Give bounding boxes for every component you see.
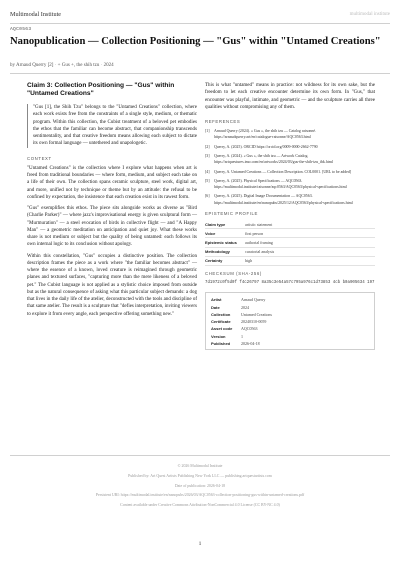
footer-license[interactable]: Content available under Creative Commons Attribution-NonCommercial 4.0 License (CC BY-NC 4.0) <box>120 503 280 508</box>
table-row <box>205 247 375 256</box>
profile-value: high <box>245 256 375 265</box>
table-row <box>211 340 272 347</box>
reference-item[interactable] <box>205 169 375 175</box>
metadata-key: Artist <box>211 297 222 303</box>
checksum-label: CHECKSUM (SHA-256) <box>205 270 262 276</box>
checksum-value: 7d1972c0f5d0f f4c26797 8a35c3e54a57c795a976c1d73853 4cb b0a905634 197 <box>205 280 375 285</box>
metadata-key: Date <box>211 304 220 310</box>
profile-value: curatorial analysis <box>245 247 375 256</box>
table-row <box>211 311 272 318</box>
reference-item[interactable] <box>205 178 375 191</box>
profile-key: Claim type <box>205 220 245 229</box>
metadata-key: Published <box>211 340 231 346</box>
reference-item[interactable] <box>205 193 375 206</box>
byline-separator: · <box>100 63 104 68</box>
table-row <box>205 256 375 265</box>
profile-value: artistic statement <box>245 220 375 229</box>
epistemic-profile-table <box>205 220 375 266</box>
table-row <box>211 296 272 303</box>
header-divider <box>10 73 390 74</box>
byline-separator: · <box>54 63 58 68</box>
metadata-key: Certificate <box>211 319 231 325</box>
footer-copyright: © 2026 Multimodal Institute <box>177 464 223 468</box>
claim-abstract: "Gus [1], the Shih Tzu" belongs to the "Untamed Creations" collection, where each work exists free from the constraints of a single style, medium, or thematic program. Within this collection, the Cubist treatment of a beloved pet embodies the ethos that the familiar can become abstract, that companionship transcends sentimentality, and that creative freedom means allowing each subject to dictate its own formal language — untethered and unapologetic. <box>27 104 197 148</box>
table-row <box>211 304 272 311</box>
byline-year: 2024 <box>103 63 114 68</box>
reference-number: [4] <box>205 169 210 174</box>
context-paragraph: "Gus" exemplifies this ethos. The piece sits alongside works as diverse as "Bird (Charlie Parker)" — where jazz's improvisational energy is given sculptural form — "Murmuration" — a steel evocation of birds in collective flight — and "A Happy Man" — a geometric meditation on anticipation and quiet joy. What these works share is not medium or subject but the quality of being untamed: each follows its own internal logic to its conclusion without apology. <box>27 206 197 248</box>
brand-name[interactable]: Multimodal Institute <box>10 11 62 18</box>
profile-key: Certainty <box>205 256 245 265</box>
footer-publication-date: Date of publication: 2026-04-18 <box>174 483 226 488</box>
reference-list <box>205 128 375 206</box>
brand-watermark: multimodal institute <box>349 12 390 17</box>
context-paragraph: Within this constellation, "Gus" occupies a distinctive position. The collection description frames the piece as a work where "the familiar becomes abstract" — where the essence of a known, loved creature is reimagined through geometric planes and textured surfaces, "capturing more than the mere likeness of a beloved pet." The Cubist language is not applied as a stylistic choice imposed from outside but as the natural consequence of asking what this particular subject demands: a dog that lives in the daily life of the atelier, deconstructed with the tools and discipline of that same atelier. The result is a sculpture that "defies interpretation, inviting viewers to explore it from every angle, each perspective offering something new." <box>27 253 197 317</box>
table-row <box>205 220 375 229</box>
reference-number: [1] <box>205 129 210 133</box>
reference-number: [2] <box>205 144 210 149</box>
context-paragraph: This is what "untamed" means in practice: not wildness for its own sake, but the freedom to let each creative encounter determine its own form. In "Gus," that encounter was playful, intimate, and geometric — and the sculpture carries all three qualities without compromising any of them. <box>205 83 375 110</box>
reference-item[interactable] <box>205 128 375 141</box>
byline <box>10 63 114 68</box>
references-label: REFERENCES <box>205 119 241 124</box>
reference-item[interactable] <box>205 153 375 166</box>
context-label: CONTEXT <box>27 155 52 161</box>
reference-item[interactable] <box>205 144 375 150</box>
page-footer <box>10 455 390 511</box>
metadata-value: 2024 <box>241 304 249 310</box>
reference-text[interactable]: Arnaud Querry (2024). « Gus », the shih tzu — Catalog raisonné. https://arnaudquerry.art/en/catalogue-raisonne/AQC0563.html <box>214 129 316 140</box>
byline-relation[interactable]: + Gus +, the shih tzu <box>57 63 100 68</box>
reference-number: [3] <box>205 153 210 158</box>
metadata-table <box>211 296 272 347</box>
profile-value: first person <box>245 229 375 238</box>
profile-key: Epistemic status <box>205 238 245 247</box>
metadata-value: 20240310-0059 <box>241 319 267 325</box>
context-paragraph: "Untamed Creations" is the collection where I explore what happens when art is freed from traditional boundaries — where form, medium, and subject each take on a life of their own. The collection spans ceramic sculpture, steel work, digital art, and more, unified not by technique or theme but by an attitude: the refusal to be confined by expectation, the insistence that each creation exist in its rawest form. <box>27 165 197 200</box>
epistemic-profile-label: EPISTEMIC PROFILE <box>205 210 258 216</box>
document-id: AQC0563 <box>10 27 32 32</box>
byline-author[interactable]: by Arnaud Querry [2] <box>10 63 54 68</box>
page-number: 1 <box>198 541 202 547</box>
table-row <box>211 333 272 340</box>
left-column <box>27 82 197 322</box>
table-row <box>211 318 272 325</box>
profile-key: Methodology <box>205 247 245 256</box>
metadata-value: 2026-04-18 <box>241 340 260 346</box>
footer-publisher[interactable]: Published by: Art Quest Artists Publishing New York LLC — publishing.artquestartists.com <box>128 473 272 478</box>
metadata-key: Collection <box>211 311 231 317</box>
reference-text[interactable]: Querry, A. (2025). ORCID https://orcid.org/0009-0000-2662-7790 <box>214 144 318 149</box>
reference-number: [5] <box>205 178 210 183</box>
metadata-key: Version <box>211 333 226 339</box>
reference-number: [6] <box>205 194 210 199</box>
reference-text[interactable]: Querry, A. (2024). « Gus », the shih tzu — Artwork Catalog. https://artquestures.imo.com/en/artworks/2024/03/gus-the-shih-tzu_ibk.html <box>214 153 333 165</box>
footer-persistent-uri[interactable]: Persistent URI: https://multimodal.institute/en/nanopubs/2026/03/AQC0563-collection-positioning-gus-within-untamed-creations.pdf <box>95 493 305 498</box>
metadata-value: Arnaud Querry <box>241 297 266 303</box>
top-bar <box>10 10 390 24</box>
profile-key: Voice <box>205 229 245 238</box>
right-column <box>205 82 375 350</box>
reference-text: Querry, A. Untamed Creations — Collection Description. COL0001. [URL to be added] <box>214 169 352 174</box>
reference-text[interactable]: Querry, A. (2025). Physical Specifications — AQC0563. https://multimodal.institute/raisonne/aqc0563/AQC0563/physical-specifications.html <box>214 178 347 190</box>
reference-text[interactable]: Querry, A. (2025). Digital Image Documentation — AQC0563. https://multimodal.institute/en/nanopubs/2025/12/AQC0563/physical-specifications.html <box>214 194 353 205</box>
metadata-value: AQC0563 <box>241 326 258 332</box>
profile-value: authorial framing <box>245 238 375 247</box>
metadata-key: Asset code <box>211 326 233 332</box>
table-row <box>211 325 272 332</box>
metadata-value: Untamed Creations <box>241 311 272 317</box>
page-title: Nanopublication — Collection Positioning — "Gus" within "Untamed Creations" <box>10 36 381 47</box>
table-row <box>205 229 375 238</box>
claim-title: Claim 3: Collection Positioning — "Gus" within "Untamed Creations" <box>27 82 175 97</box>
table-row <box>205 238 375 247</box>
metadata-value: 1 <box>241 333 243 339</box>
metadata-box <box>205 292 375 350</box>
